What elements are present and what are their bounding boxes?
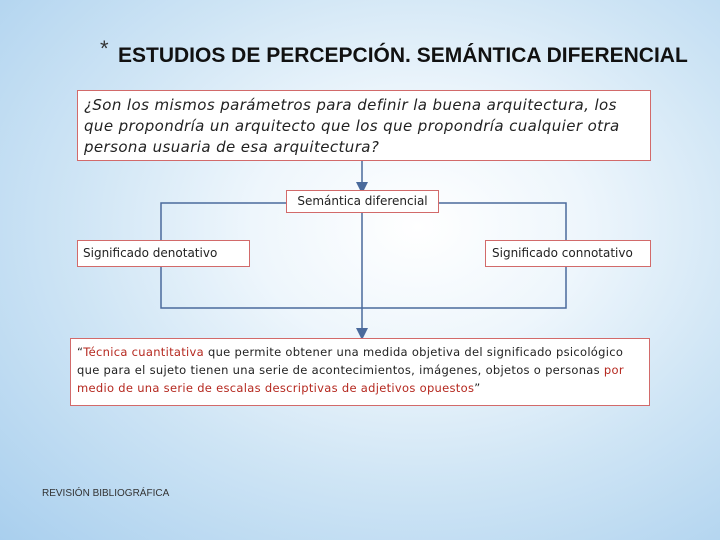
footer-label: REVISIÓN BIBLIOGRÁFICA: [42, 488, 170, 499]
denotative-meaning-box: Significado denotativo: [77, 240, 250, 267]
connotative-meaning-box: Significado connotativo: [485, 240, 651, 267]
definition-box: [70, 338, 650, 406]
definition-close-quote: ”: [474, 381, 481, 395]
question-box: [77, 90, 651, 161]
definition-open-quote: “: [77, 345, 84, 359]
semantic-differential-box: Semántica diferencial: [286, 190, 439, 213]
definition-emphasis: por medio de una serie de escalas descriptivas de adjetivos opuestos: [77, 363, 624, 395]
title-bullet: *: [100, 36, 109, 61]
definition-text: que permite obtener una medida objetiva del significado psicológico que para el sujeto tienen una serie de acontecimientos, imágenes, objetos o personas: [77, 345, 624, 377]
definition-term: Técnica cuantitativa: [83, 345, 205, 359]
page-title: ESTUDIOS DE PERCEPCIÓN. SEMÁNTICA DIFERENCIAL: [118, 44, 688, 67]
question-text: ¿Son los mismos parámetros para definir la buena arquitectura, los que propondría un arquitecto que los que propondría cualquier otra persona usuaria de esa arquitectura?: [84, 96, 620, 156]
